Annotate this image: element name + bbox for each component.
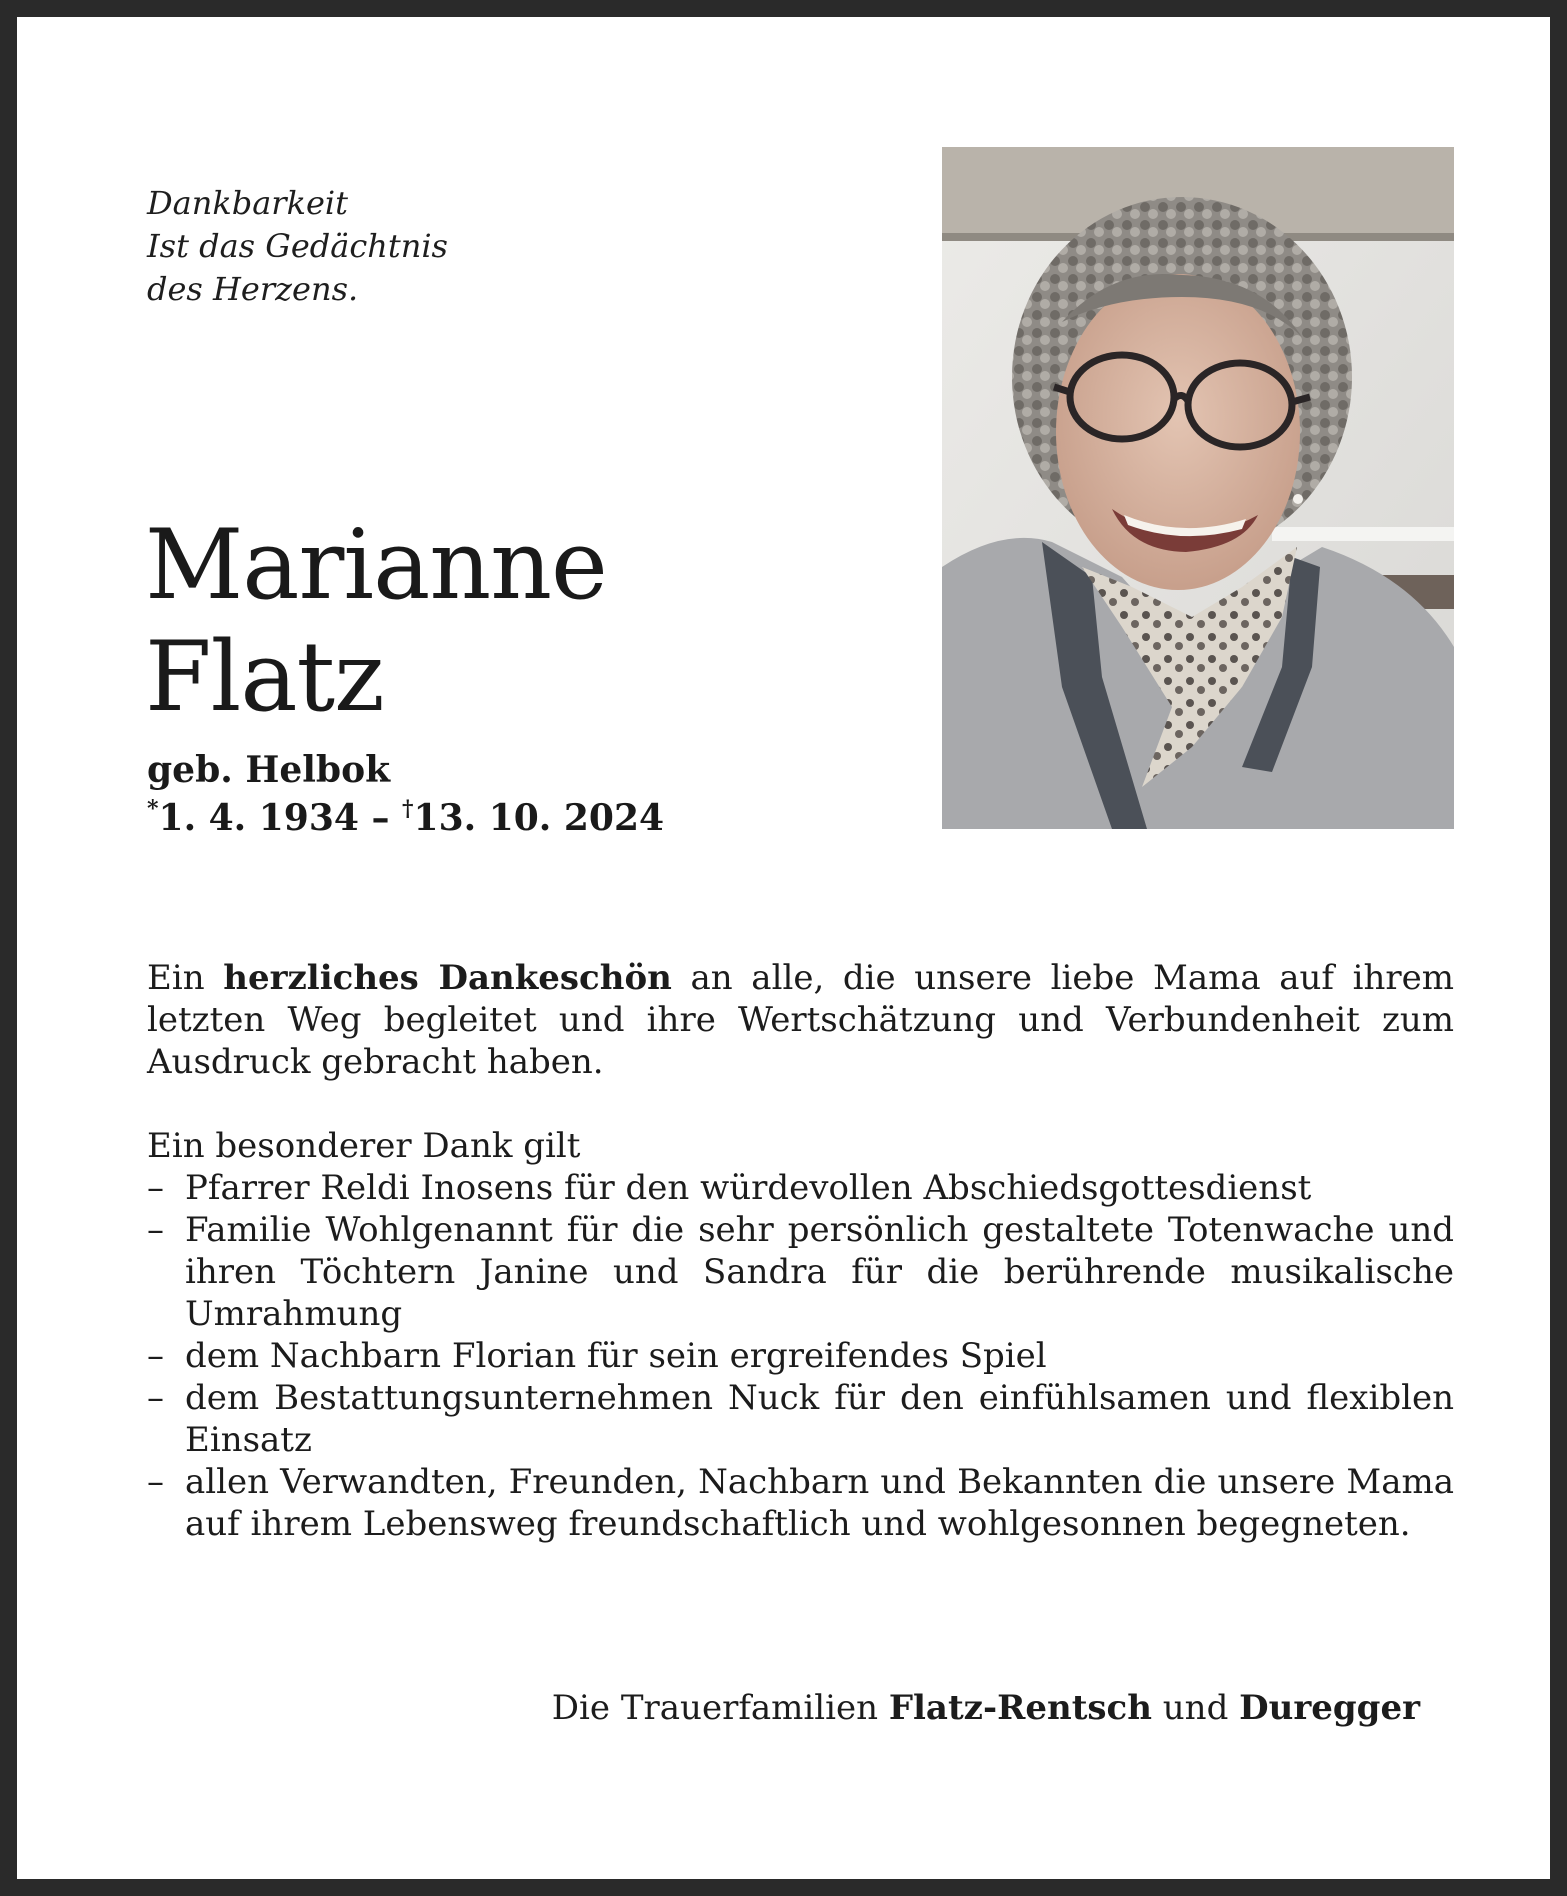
- intro-before: Ein: [147, 958, 224, 998]
- family-name-2: Duregger: [1239, 1688, 1420, 1728]
- birth-date: 1. 4. 1934: [158, 797, 359, 839]
- motto-line-2: Ist das Gedächtnis: [147, 227, 448, 265]
- list-item: – Familie Wohlgenannt für die sehr persönlich gestaltete Totenwache und ihren Töchtern Janine und Sandra für die berührende musikalische Umrahmung: [147, 1209, 1454, 1335]
- death-date: 13. 10. 2024: [413, 797, 665, 839]
- list-item: – dem Nachbarn Florian für sein ergreifendes Spiel: [147, 1335, 1454, 1377]
- family-name-1: Flatz-Rentsch: [888, 1688, 1152, 1728]
- first-name: Marianne: [145, 509, 607, 621]
- portrait-illustration: [942, 147, 1454, 829]
- list-item: – dem Bestattungsunternehmen Nuck für den einfühlsamen und flexiblen Einsatz: [147, 1377, 1454, 1461]
- birth-symbol: *: [147, 796, 159, 822]
- signature-prefix: Die Trauerfamilien: [551, 1688, 889, 1728]
- railing: [1272, 527, 1454, 541]
- life-dates: [147, 793, 664, 843]
- portrait-photo: [942, 147, 1454, 829]
- thanks-section: [147, 957, 1454, 1545]
- intro-bold: herzliches Dankeschön: [223, 958, 672, 998]
- death-symbol: †: [402, 796, 414, 822]
- motto-line-1: Dankbarkeit: [147, 184, 349, 222]
- special-thanks-heading: Ein besonderer Dank gilt: [147, 1126, 581, 1166]
- motto-line-3: des Herzens.: [147, 270, 359, 308]
- birth-name: geb. Helbok: [147, 749, 391, 791]
- date-separator: –: [358, 797, 403, 839]
- intro-after: an alle, die unsere liebe Mama auf ihrem letzten Weg begleitet und ihre Wertschätzung und Verbundenheit zum Ausdruck gebracht haben.: [147, 958, 1454, 1082]
- motto-quote: [147, 182, 647, 311]
- list-item: – Pfarrer Reldi Inosens für den würdevollen Abschiedsgottesdienst: [147, 1167, 1454, 1209]
- intro-paragraph: [147, 957, 1454, 1083]
- signature: [552, 1683, 1420, 1733]
- thanks-list: [147, 1167, 1454, 1545]
- signature-joiner: und: [1151, 1688, 1240, 1728]
- list-item: – allen Verwandten, Freunden, Nachbarn und Bekannten die unsere Mama auf ihrem Lebensweg freundschaftlich und wohlgesonnen begegneten.: [147, 1461, 1454, 1545]
- earring: [1293, 494, 1303, 504]
- last-name: Flatz: [145, 621, 384, 733]
- deceased-name: [145, 509, 845, 733]
